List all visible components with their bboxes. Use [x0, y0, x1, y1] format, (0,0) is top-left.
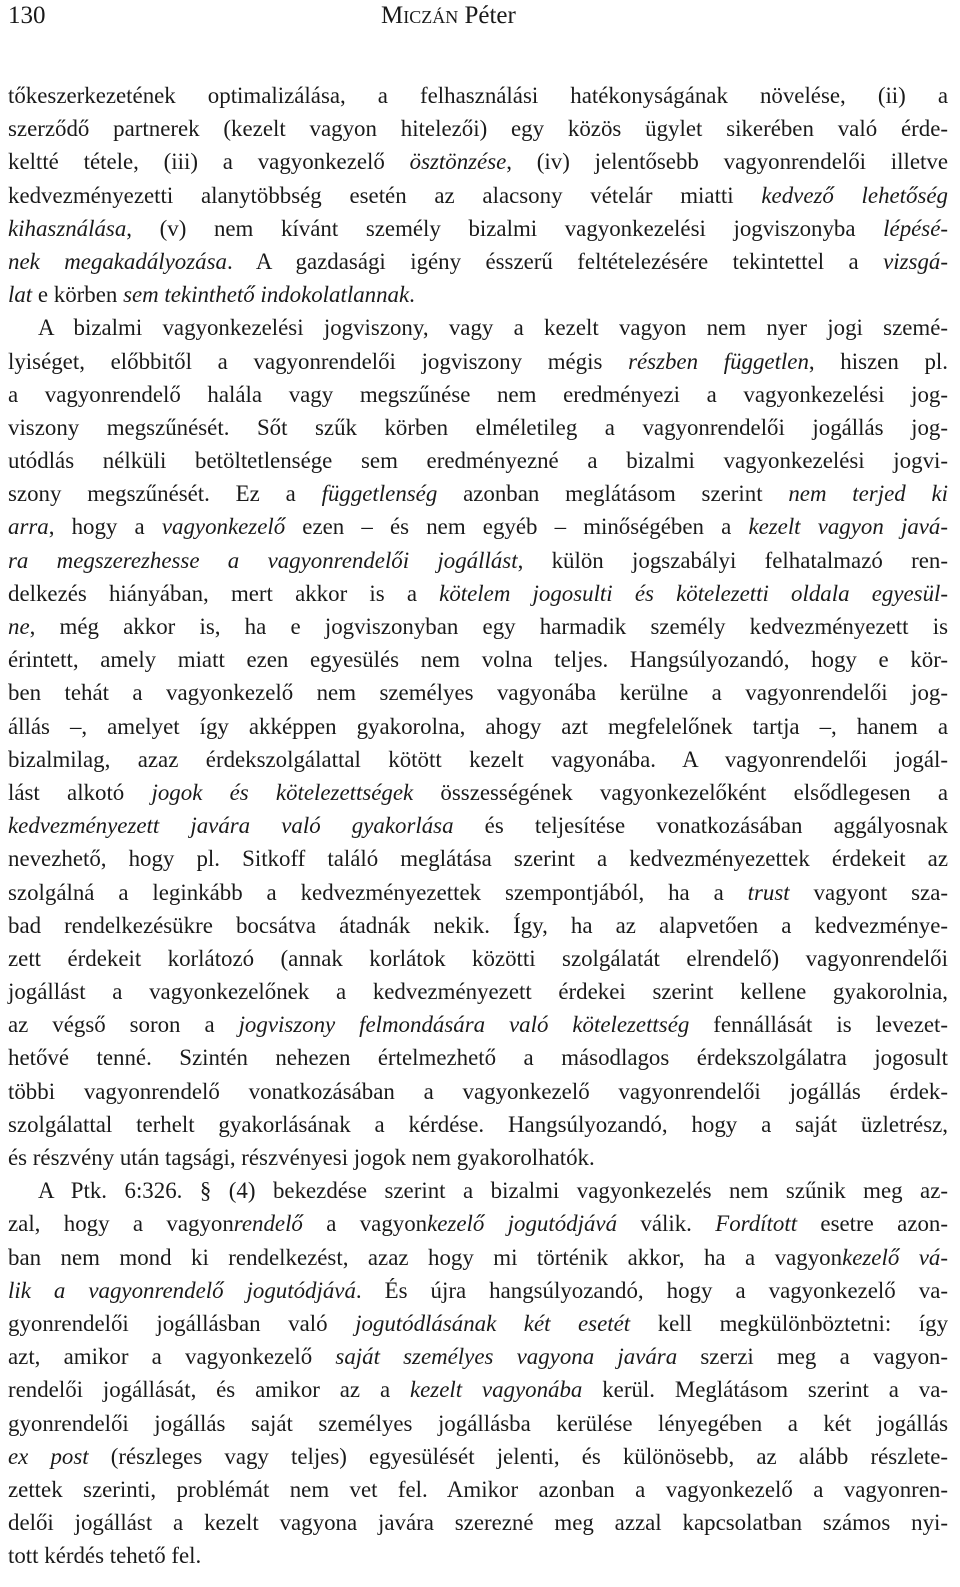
italic-text: kezelő vá-: [842, 1244, 948, 1270]
italic-text: jogok és kötelezettségek: [151, 779, 414, 805]
text-run: , hiszen pl.: [808, 348, 949, 374]
text-line: [8, 1075, 948, 1108]
text-line: [8, 477, 948, 510]
text-run: bizalmilag, azaz érdekszolgálattal kötött kezelt vagyonába. A vagyonrendelői jogál-: [8, 746, 948, 772]
text-run: , még akkor is, ha e jogviszonyban egy harmadik személy kedvezményezett is: [29, 614, 948, 639]
text-run: delkezés hiányában, mert akkor is a: [8, 580, 440, 606]
text-run: tott kérdés tehető fel.: [8, 1543, 202, 1569]
text-line: [8, 179, 948, 212]
text-line: [8, 345, 948, 378]
text-run: érintett, amely miatt ezen egyesülés nem volna teljes. Hangsúlyozandó, hogy e kör-: [8, 647, 948, 673]
text-line: [8, 1440, 948, 1473]
text-run: szerződő partnerek (kezelt vagyon hitelezői) egy közös ügylet sikerében való érde-: [8, 116, 948, 142]
text-run: válik.: [617, 1211, 716, 1237]
text-line: [8, 1373, 948, 1406]
text-line: [8, 311, 948, 344]
text-run: . És újra hangsúlyozandó, hogy a vagyonkezelő va-: [355, 1277, 948, 1303]
italic-text: ra megszerezhesse a vagyonrendelői jogállást: [8, 547, 518, 573]
text-run: az végső soron a: [8, 1012, 239, 1038]
text-run: tőkeszerkezetének optimalizálása, a felhasználási hatékonyságának növelése, (ii) a: [8, 83, 948, 108]
text-run: nevezhető, hogy pl. Sitkoff találó meglátása szerint a kedvezményezettek érdekeit az: [8, 846, 948, 872]
italic-text: arra: [8, 514, 49, 540]
text-run: keltté tétele, (iii) a vagyonkezelő: [8, 149, 410, 175]
text-run: összességének vagyonkezelőként elsődlegesen a: [413, 779, 949, 805]
text-run: e körben: [32, 282, 124, 308]
italic-text: nek megakadályozása: [8, 248, 227, 274]
text-line: [8, 1174, 948, 1207]
italic-text: rendelő: [233, 1211, 303, 1237]
text-run: utódlás nélküli betöltetlensége sem eredményezné a bizalmi vagyonkezelési jogvi-: [8, 448, 948, 474]
italic-text: részben független: [628, 348, 809, 374]
italic-text: kezelt vagyon javá-: [748, 514, 948, 540]
text-run: kerül. Meglátásom szerint a va-: [582, 1377, 948, 1403]
text-line: [8, 1207, 948, 1240]
text-run: bad rendelkezésükre bocsátva átadnák nekik. Így, ha az alapvetően a kedvezménye-: [8, 912, 948, 938]
text-run: zal, hogy a vagyon: [8, 1211, 234, 1237]
text-line: [8, 909, 948, 942]
text-line: [8, 710, 948, 743]
italic-text: ne: [8, 614, 30, 639]
text-run: rendelői jogállását, és amikor az a: [8, 1377, 410, 1403]
text-line: [8, 643, 948, 676]
text-line: [8, 278, 948, 311]
text-line: [8, 245, 948, 278]
italic-text: trust: [747, 879, 790, 905]
text-run: viszony megszűnését. Sőt szűk körben elméletileg a vagyonrendelői jogállás jog-: [8, 414, 948, 440]
text-run: gyonrendelői jogállás saját személyes jogállásba kerülése lényegében a két jogállás: [8, 1410, 948, 1436]
italic-text: kezelő jogutódjává: [427, 1211, 618, 1237]
text-run: lást alkotó: [8, 779, 152, 805]
text-run: esetre azon-: [797, 1211, 948, 1237]
text-line: [8, 942, 948, 975]
text-line: [8, 1274, 948, 1307]
text-line: [8, 1108, 948, 1141]
italic-text: kötelem jogosulti és kötelezetti oldala egyesül-: [439, 580, 948, 606]
text-line: [8, 776, 948, 809]
text-line: [8, 510, 948, 543]
body-text: [8, 79, 948, 1572]
text-line: [8, 1041, 948, 1074]
text-run: , (iv) jelentősebb vagyonrendelői illetve: [506, 149, 948, 175]
italic-text: jogutódlásának két esetét: [355, 1310, 631, 1336]
text-run: zett érdekeit korlátozó (annak korlátok közötti szolgálatát elrendelő) vagyonrendelői: [8, 945, 948, 971]
text-line: [8, 378, 948, 411]
text-run: gyonrendelői jogállásban való: [8, 1310, 356, 1336]
text-line: [8, 743, 948, 776]
text-run: .: [409, 282, 415, 308]
text-run: és részvény után tagsági, részvényesi jogok nem gyakorolhatók.: [8, 1145, 595, 1170]
italic-text: vagyonkezelő: [161, 514, 286, 540]
text-line: [8, 1008, 948, 1041]
italic-text: lik a vagyonrendelő jogutódjává: [8, 1277, 356, 1303]
text-line: [8, 444, 948, 477]
italic-text: jogviszony felmondására való kötelezettség: [238, 1012, 690, 1038]
text-line: [8, 676, 948, 709]
text-run: , (v) nem kívánt személy bizalmi vagyonkezelési jogviszonyba: [126, 215, 884, 241]
italic-text: ösztönzése: [409, 149, 507, 175]
text-line: [8, 145, 948, 178]
text-line: [8, 544, 948, 577]
page-number: 130: [8, 2, 46, 29]
text-line: [8, 975, 948, 1008]
italic-text: lépésé-: [883, 215, 948, 241]
text-run: a vagyon: [302, 1211, 428, 1237]
text-run: állás –, amelyet így akképpen gyakorolna, ahogy azt megfelelőnek tartja –, hanem a: [8, 713, 948, 739]
italic-text: vizsgá-: [883, 248, 948, 274]
text-run: fennállását is levezet-: [689, 1012, 948, 1038]
italic-text: Fordított: [715, 1211, 798, 1237]
text-run: szerzi meg a vagyon-: [677, 1344, 948, 1370]
text-line: [8, 1241, 948, 1274]
text-line: [8, 212, 948, 245]
text-run: szony megszűnését. Ez a: [8, 481, 322, 507]
text-line: [8, 1141, 948, 1174]
text-line: [8, 1539, 948, 1572]
text-run: zettek szerinti, problémát nem vet fel. Amikor azonban a vagyonkezelő a vagyonren-: [8, 1476, 948, 1502]
italic-text: kezelt vagyonába: [409, 1377, 583, 1403]
italic-text: nem terjed ki: [788, 481, 949, 507]
text-run: a vagyonrendelő halála vagy megszűnése nem eredményezi a vagyonkezelési jog-: [8, 381, 948, 407]
running-head-author: [381, 2, 516, 30]
text-run: kedvezményezetti alanytöbbség esetén az alacsony vételár miatti: [8, 182, 762, 208]
running-header: [8, 2, 950, 34]
text-run: ban nem mond ki rendelkezést, azaz hogy mi történik akkor, ha a vagyon: [8, 1244, 843, 1270]
text-run: ben tehát a vagyonkezelő nem személyes vagyonába kerülne a vagyonrendelői jog-: [8, 680, 948, 706]
text-line: [8, 1307, 948, 1340]
text-run: és teljesítése vonatkozásában aggályosnak: [453, 813, 948, 839]
italic-text: kedvezményezett javára való gyakorlása: [8, 813, 454, 839]
text-line: [8, 1473, 948, 1506]
italic-text: kihasználása: [8, 215, 127, 241]
text-run: azonban meglátásom szerint: [437, 481, 789, 507]
text-run: , hogy a: [48, 514, 162, 540]
text-line: [8, 1506, 948, 1539]
text-run: kell megkülönböztetni: így: [630, 1310, 949, 1336]
text-run: jogállást a vagyonkezelőnek a kedvezményezett érdekei szerint kellene gyakorolnia,: [8, 979, 948, 1005]
text-line: [8, 79, 948, 112]
text-run: hetővé tenné. Szintén nehezen értelmezhető a másodlagos érdekszolgálatra jogosult: [8, 1045, 948, 1071]
text-run: (részleges vagy teljes) egyesülését jelenti, és különösebb, az alább részlete-: [88, 1443, 948, 1469]
text-line: [8, 1407, 948, 1440]
text-run: ezen – és nem egyéb – minőségében a: [285, 514, 749, 540]
text-line: [8, 112, 948, 145]
text-line: [8, 411, 948, 444]
text-run: A Ptk. 6:326. § (4) bekezdése szerint a bizalmi vagyonkezelés nem szűnik meg az-: [38, 1178, 948, 1204]
italic-text: kedvező lehetőség: [761, 182, 949, 208]
text-run: A bizalmi vagyonkezelési jogviszony, vagy a kezelt vagyon nem nyer jogi szemé-: [38, 315, 948, 341]
text-run: szolgálattal terhelt gyakorlásának a kérdése. Hangsúlyozandó, hogy a saját üzletrész,: [8, 1111, 948, 1137]
italic-text: lat: [8, 282, 33, 308]
text-run: . A gazdasági igény ésszerű feltételezésére tekintettel a: [226, 248, 884, 274]
text-line: [8, 610, 948, 643]
text-line: [8, 876, 948, 909]
text-run: vagyont sza-: [789, 879, 948, 905]
italic-text: sem tekinthető indokolatlannak: [123, 282, 410, 308]
text-line: [8, 842, 948, 875]
text-run: szolgálná a leginkább a kedvezményezettek szempontjából, ha a: [8, 879, 748, 905]
text-line: [8, 1340, 948, 1373]
italic-text: saját személyes vagyona javára: [335, 1344, 678, 1370]
text-run: többi vagyonrendelő vonatkozásában a vagyonkezelő vagyonrendelői jogállás érdek-: [8, 1078, 948, 1104]
author-given-name: Péter: [464, 2, 516, 29]
italic-text: függetlenség: [321, 481, 438, 507]
text-line: [8, 577, 948, 610]
text-run: delői jogállást a kezelt vagyona javára szerezné meg azzal kapcsolatban számos nyi-: [8, 1510, 948, 1536]
text-run: lyiséget, előbbitől a vagyonrendelői jogviszony mégis: [8, 348, 629, 374]
italic-text: ex post: [8, 1443, 89, 1469]
author-surname: Miczán: [381, 2, 459, 29]
text-run: , külön jogszabályi felhatalmazó ren-: [517, 547, 948, 573]
text-line: [8, 809, 948, 842]
text-run: azt, amikor a vagyonkezelő: [8, 1344, 336, 1370]
